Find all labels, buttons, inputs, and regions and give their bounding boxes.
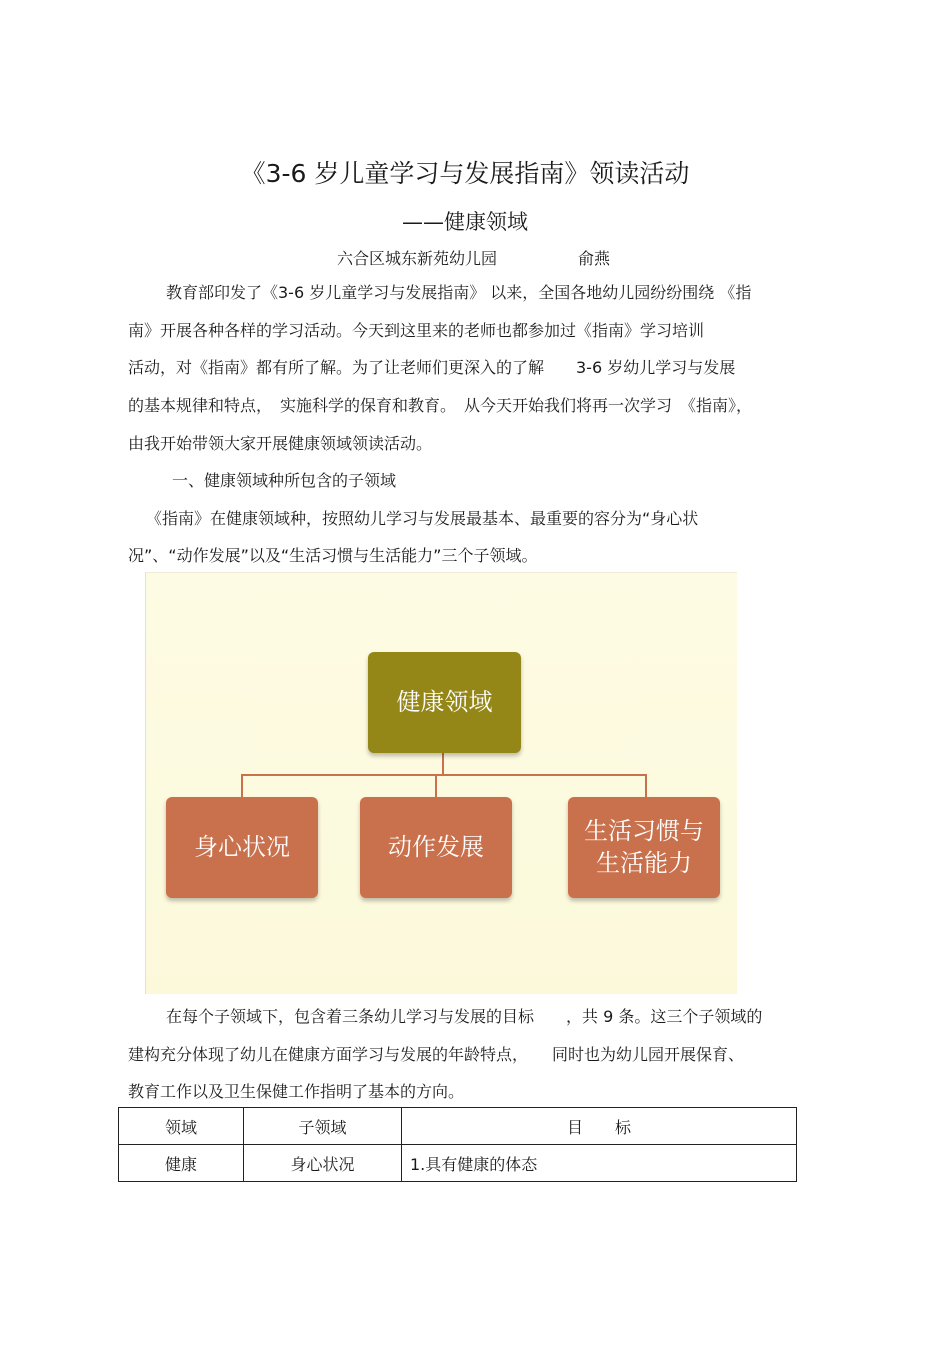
table-cell: 1.具有健康的体态 <box>402 1145 797 1182</box>
paragraph3-line: 建构充分体现了幼儿在健康方面学习与发展的年龄特点， 同时也为幼儿园开展保育、 <box>128 1045 745 1064</box>
paragraph1-line: 由我开始带领大家开展健康领域领读活动。 <box>128 434 433 453</box>
paragraph1-line: 活动，对《指南》都有所了解。为了让老师们更深入的了解 3-6 岁幼儿学习与发展 <box>128 358 736 377</box>
table-cell: 健康 <box>119 1145 244 1182</box>
connector-line <box>241 774 647 776</box>
table-header-cell: 目 标 <box>402 1108 797 1145</box>
diagram-child-node: 身心状况 <box>166 797 318 898</box>
paragraph3-line: 教育工作以及卫生保健工作指明了基本的方向。 <box>128 1082 465 1101</box>
table-header-cell: 子领域 <box>244 1108 402 1145</box>
diagram-root-node: 健康领域 <box>368 652 521 753</box>
paragraph2-line: 况”、“动作发展”以及“生活习惯与生活能力”三个子领域。 <box>128 546 538 565</box>
paragraph3-line: 在每个子领域下，包含着三条幼儿学习与发展的目标 ，共 9 条。这三个子领域的 <box>166 1007 763 1026</box>
goals-table <box>118 1107 797 1182</box>
table-cell: 身心状况 <box>244 1145 402 1182</box>
paragraph1-line: 南》开展各种各样的学习活动。今天到这里来的老师也都参加过《指南》学习培训 <box>128 321 705 340</box>
table-header-row <box>119 1108 797 1145</box>
paragraph2-line: 《指南》在健康领域种，按照幼儿学习与发展最基本、最重要的容分为“身心状 <box>146 509 699 528</box>
author-name: 俞燕 <box>578 249 611 268</box>
table-header-cell: 领域 <box>119 1108 244 1145</box>
document-title: 《3-6 岁儿童学习与发展指南》领读活动 <box>240 159 690 188</box>
connector-line <box>435 774 437 797</box>
document-subtitle: ——健康领域 <box>402 210 528 234</box>
paragraph1-line: 的基本规律和特点， 实施科学的保育和教育。 从今天开始我们将再一次学习 《指南》， <box>128 396 753 415</box>
author-school: 六合区城东新苑幼儿园 <box>337 249 498 268</box>
health-domain-diagram <box>145 572 737 994</box>
connector-line <box>645 774 647 797</box>
table-row <box>119 1145 797 1182</box>
connector-line <box>241 774 243 797</box>
section-heading: 一、健康领域种所包含的子领域 <box>172 471 397 490</box>
diagram-child-node: 生活习惯与 生活能力 <box>568 797 720 898</box>
paragraph1-line: 教育部印发了《3-6 岁儿童学习与发展指南》 以来，全国各地幼儿园纷纷围绕 《指 <box>166 283 752 302</box>
diagram-child-node: 动作发展 <box>360 797 512 898</box>
connector-line <box>442 753 444 775</box>
